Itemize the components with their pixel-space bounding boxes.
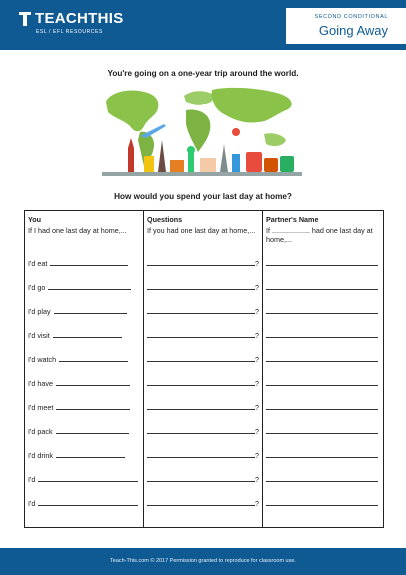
question-mark: ?: [255, 403, 259, 412]
answer-prompt: I'd: [28, 499, 36, 508]
partner-answer-row: [266, 402, 378, 412]
question-blank-line[interactable]: [147, 450, 255, 458]
logo-icon: [18, 11, 32, 27]
question-row: [147, 258, 259, 268]
partner-answer-row: [266, 378, 378, 388]
column-header-partner: Partner's Name: [263, 211, 384, 225]
question-row: [147, 474, 259, 484]
footer-text: Teach-This.com © 2017 Permission granted to reproduce for classroom use.: [110, 558, 296, 564]
column-header-you: You: [25, 211, 144, 225]
worksheet-table: [24, 210, 384, 528]
you-answer-row: [28, 426, 129, 436]
answer-prompt: I'd drink: [28, 451, 53, 460]
answer-prompt: I'd visit: [28, 331, 50, 340]
question-row: [147, 306, 259, 316]
you-answer-row: [28, 474, 138, 484]
partner-answer-row: [266, 306, 378, 316]
logo-title: TEACHTHIS: [35, 10, 124, 27]
answer-prompt: I'd go: [28, 283, 46, 292]
question-text: How would you spend your last day at home?: [114, 192, 292, 201]
answer-blank-line[interactable]: [50, 258, 128, 266]
answer-prompt: I'd meet: [28, 403, 54, 412]
partner-blank-line[interactable]: [266, 474, 378, 482]
question-blank-line[interactable]: [147, 474, 255, 482]
answer-blank-line[interactable]: [56, 450, 125, 458]
question-mark: ?: [255, 331, 259, 340]
partner-blank-line[interactable]: [266, 330, 378, 338]
you-answer-row: [28, 330, 122, 340]
you-intro: If I had one last day at home,...: [28, 226, 127, 235]
partner-answer-row: [266, 498, 378, 508]
answer-blank-line[interactable]: [56, 402, 130, 410]
you-answer-row: [28, 402, 130, 412]
partner-blank-line[interactable]: [266, 282, 378, 290]
answer-prompt: I'd have: [28, 379, 53, 388]
answer-prompt: I'd pack: [28, 427, 53, 436]
partner-answer-row: [266, 330, 378, 340]
question-row: [147, 402, 259, 412]
partner-answer-row: [266, 450, 378, 460]
question-mark: ?: [255, 283, 259, 292]
answer-blank-line[interactable]: [56, 426, 130, 434]
question-blank-line[interactable]: [147, 426, 255, 434]
question-mark: ?: [255, 355, 259, 364]
answer-prompt: I'd watch: [28, 355, 57, 364]
partner-answer-row: [266, 258, 378, 268]
question-blank-line[interactable]: [147, 258, 255, 266]
question-blank-line[interactable]: [147, 282, 255, 290]
question-row: [147, 378, 259, 388]
question-mark: ?: [255, 475, 259, 484]
question-row: [147, 426, 259, 436]
questions-column: [144, 224, 262, 527]
you-column: [25, 224, 143, 527]
logo-subtitle: ESL / EFL RESOURCES: [36, 29, 103, 35]
header-banner: [0, 0, 406, 50]
logo: [18, 9, 128, 41]
question-mark: ?: [255, 307, 259, 316]
answer-prompt: I'd play: [28, 307, 51, 316]
partner-answer-row: [266, 426, 378, 436]
partner-blank-line[interactable]: [266, 450, 378, 458]
questions-intro: If you had one last day at home,...: [147, 226, 256, 235]
question-mark: ?: [255, 259, 259, 268]
question-row: [147, 330, 259, 340]
you-answer-row: [28, 354, 128, 364]
question-blank-line[interactable]: [147, 330, 255, 338]
partner-blank-line[interactable]: [266, 354, 378, 362]
partner-column: [263, 224, 383, 527]
you-answer-row: [28, 378, 130, 388]
answer-prompt: I'd: [28, 475, 36, 484]
question-blank-line[interactable]: [147, 378, 255, 386]
question-blank-line[interactable]: [147, 306, 255, 314]
answer-blank-line[interactable]: [38, 498, 138, 506]
partner-answer-row: [266, 474, 378, 484]
you-answer-row: [28, 258, 128, 268]
answer-blank-line[interactable]: [48, 282, 130, 290]
answer-blank-line[interactable]: [38, 474, 138, 482]
partner-blank-line[interactable]: [266, 402, 378, 410]
you-answer-row: [28, 498, 138, 508]
question-blank-line[interactable]: [147, 402, 255, 410]
you-answer-row: [28, 450, 125, 460]
answer-blank-line[interactable]: [54, 306, 128, 314]
section-label: SECOND CONDITIONAL: [314, 14, 388, 20]
answer-prompt: I'd eat: [28, 259, 48, 268]
footer-banner: [0, 548, 406, 575]
partner-blank-line[interactable]: [266, 306, 378, 314]
question-mark: ?: [255, 379, 259, 388]
answer-blank-line[interactable]: [59, 354, 128, 362]
question-mark: ?: [255, 499, 259, 508]
question-blank-line[interactable]: [147, 354, 255, 362]
question-row: [147, 282, 259, 292]
question-row: [147, 450, 259, 460]
world-map-illustration: [100, 82, 305, 187]
you-answer-row: [28, 306, 127, 316]
partner-blank-line[interactable]: [266, 426, 378, 434]
column-header-questions: Questions: [144, 211, 263, 225]
you-answer-row: [28, 282, 131, 292]
partner-blank-line[interactable]: [266, 378, 378, 386]
partner-intro: If ................... had one last day at home,...: [266, 226, 373, 244]
partner-blank-line[interactable]: [266, 498, 378, 506]
page-title: Going Away: [318, 23, 388, 38]
question-mark: ?: [255, 427, 259, 436]
question-mark: ?: [255, 451, 259, 460]
intro-text: You're going on a one-year trip around the world.: [107, 69, 299, 78]
question-blank-line[interactable]: [147, 498, 255, 506]
partner-answer-row: [266, 282, 378, 292]
question-row: [147, 498, 259, 508]
answer-blank-line[interactable]: [56, 378, 130, 386]
answer-blank-line[interactable]: [53, 330, 122, 338]
partner-answer-row: [266, 354, 378, 364]
question-row: [147, 354, 259, 364]
partner-blank-line[interactable]: [266, 258, 378, 266]
